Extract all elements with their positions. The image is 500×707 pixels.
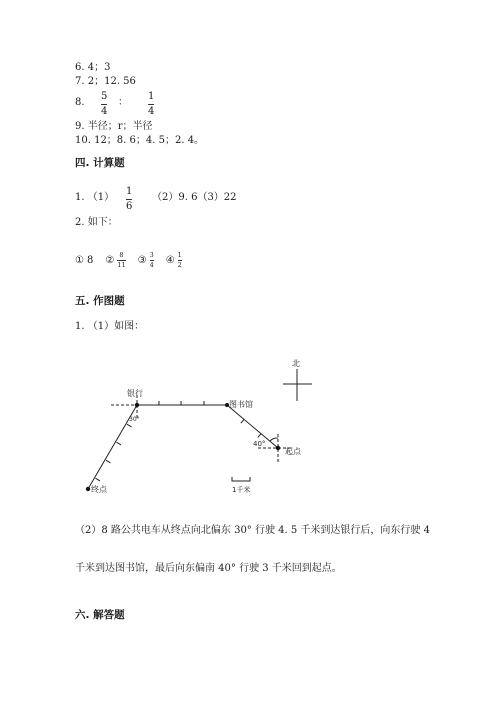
end-point <box>86 487 90 491</box>
scale-bar <box>232 477 250 481</box>
answer-3-mark: ③ <box>137 254 147 266</box>
angle-arc-40 <box>270 438 278 441</box>
fraction-numerator: 1 <box>148 91 155 102</box>
draw-q2-paragraph-line-1: （2）8 路公共电车从终点向北偏东 30° 行驶 4. 5 千米到达银行后，向东行驶 4 <box>75 525 430 536</box>
end-label: 终点 <box>91 485 107 494</box>
answer-line-8-fraction-2 <box>148 92 154 117</box>
angle-30-label: 30° <box>129 416 140 423</box>
answer-line-6: 6. 4；3 <box>75 62 111 73</box>
north-label: 北 <box>292 359 300 368</box>
fraction-denominator: 4 <box>149 260 154 269</box>
section-6-heading: 六. 解答题 <box>75 609 125 621</box>
calc-q1-rest: （2）9. 6（3）22 <box>152 192 237 203</box>
bank-label: 银行 <box>127 389 143 398</box>
fraction-numerator: 5 <box>101 91 108 102</box>
bank-point <box>135 403 139 407</box>
library-label: 图书馆 <box>229 400 253 409</box>
start-point <box>276 446 280 450</box>
fraction-numerator: 1 <box>126 186 133 197</box>
section-5-heading: 五. 作图题 <box>75 295 125 307</box>
answer-1-mark: ① <box>75 254 84 266</box>
fraction-numerator: 8 <box>119 251 124 259</box>
tick-marks-bank-to-library <box>159 401 204 405</box>
answer-line-8-colon: ： <box>118 97 128 108</box>
tick-marks-library-to-start <box>241 420 261 438</box>
answer-2-fraction <box>117 252 125 268</box>
fraction-denominator: 11 <box>117 260 126 269</box>
fraction-numerator: 3 <box>149 251 154 259</box>
answer-1-value: 8 <box>86 254 94 266</box>
calc-q2-answers <box>75 252 182 268</box>
start-label: 起点 <box>285 447 301 456</box>
answer-line-8-label: 8. <box>75 97 85 108</box>
scale-label: 1千米 <box>232 486 251 494</box>
fraction-numerator: 1 <box>177 251 182 259</box>
answer-line-7: 7. 2；12. 56 <box>75 76 136 87</box>
answer-line-9: 9. 半径；r；半径 <box>75 121 153 132</box>
section-4-heading: 四. 计算题 <box>75 157 125 169</box>
fraction-denominator: 4 <box>148 106 155 117</box>
calc-q1-fraction <box>126 187 132 212</box>
route-map-figure <box>0 350 500 510</box>
answer-line-10: 10. 12；8. 6；4. 5；2. 4。 <box>75 135 205 146</box>
answer-line-8-fraction-1 <box>101 92 107 117</box>
tick-marks-end-to-bank <box>96 424 132 481</box>
answer-3-fraction <box>150 252 154 268</box>
calc-q2-label: 2. 如下： <box>75 217 118 228</box>
draw-q1-label: 1. （1）如图： <box>75 321 145 332</box>
answer-4-fraction <box>178 252 182 268</box>
draw-q2-paragraph-line-2: 千米到达图书馆，最后向东偏南 40° 行驶 3 千米回到起点。 <box>75 563 342 574</box>
answer-2-mark: ② <box>105 254 115 266</box>
fraction-denominator: 2 <box>177 260 182 269</box>
fraction-denominator: 4 <box>101 106 108 117</box>
calc-q1-label: 1. （1） <box>75 192 115 203</box>
angle-40-label: 40° <box>253 440 266 448</box>
fraction-denominator: 6 <box>126 201 133 212</box>
answer-4-mark: ④ <box>165 254 175 266</box>
